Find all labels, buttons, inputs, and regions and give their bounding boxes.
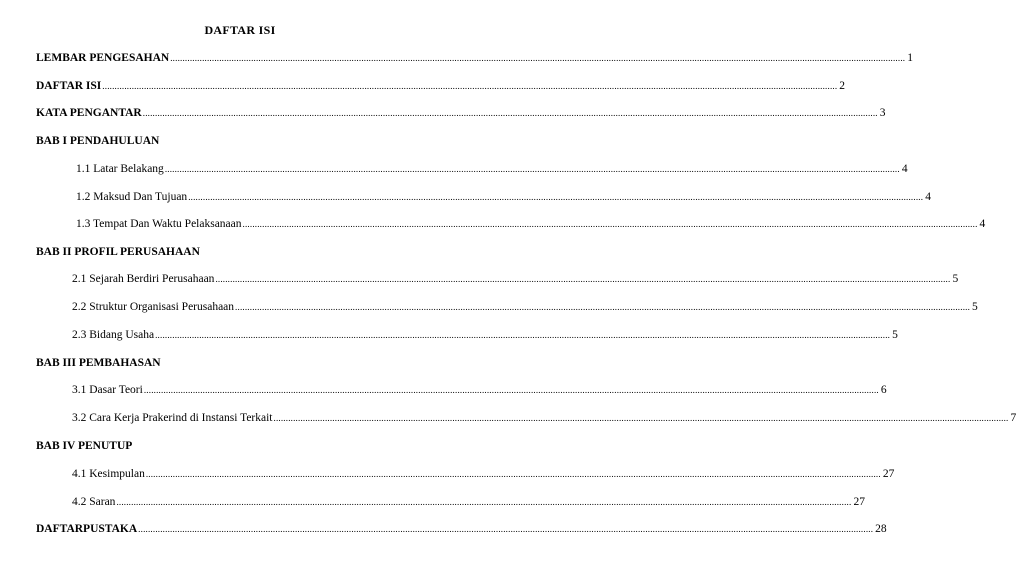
toc-entry-text: 1.3 Tempat Dan Waktu Pelaksanaan — [76, 218, 242, 230]
toc-entry-lembar-pengesahan[interactable] — [36, 52, 913, 68]
toc-entry-2-2[interactable] — [72, 301, 978, 317]
toc-page-number: 1 — [907, 52, 913, 64]
toc-page-number: 27 — [853, 496, 865, 508]
toc-entry-3-1[interactable] — [72, 384, 887, 400]
toc-heading-bab-1[interactable]: BAB I PENDAHULUAN — [36, 135, 160, 147]
toc-page-number: 27 — [882, 468, 895, 480]
toc-page-number: 4 — [901, 163, 908, 175]
toc-entry-text: 2.2 Struktur Organisasi Perusahaan — [72, 301, 235, 313]
toc-entry-text: LEMBAR PENGESAHAN — [36, 52, 170, 64]
toc-page-number: 28 — [875, 523, 887, 535]
dot-leader: ............................................................................................................................................................................................................................................................................................................ — [215, 274, 951, 284]
toc-entry-daftar-isi[interactable] — [36, 80, 846, 96]
dot-leader: ............................................................................................................................................................................................................................................................................................................ — [143, 385, 879, 395]
toc-entry-4-1[interactable] — [72, 468, 895, 484]
dot-leader: ............................................................................................................................................................................................................................................................................................................ — [188, 192, 924, 202]
dot-leader: ............................................................................................................................................................................................................................................................................................................ — [164, 164, 900, 174]
toc-page-number: 3 — [879, 107, 886, 119]
toc-page-number: 4 — [925, 191, 931, 203]
toc-page-number: 2 — [839, 80, 846, 92]
toc-entry-3-2[interactable] — [72, 412, 1016, 428]
dot-leader: ............................................................................................................................................................................................................................................................................................................ — [242, 219, 978, 229]
toc-page-number: 4 — [979, 218, 986, 230]
dot-leader: ............................................................................................................................................................................................................................................................................................................ — [102, 81, 838, 91]
toc-entry-text: 2.1 Sejarah Berdiri Perusahaan — [72, 273, 215, 285]
dot-leader: ............................................................................................................................................................................................................................................................................................................ — [145, 469, 881, 479]
toc-entry-text: 1.2 Maksud Dan Tujuan — [76, 191, 188, 203]
toc-entry-text: 2.3 Bidang Usaha — [72, 329, 155, 341]
dot-leader: ............................................................................................................................................................................................................................................................................................................ — [273, 413, 1009, 423]
toc-entry-text: KATA PENGANTAR — [36, 107, 142, 119]
toc-entry-2-3[interactable] — [72, 329, 898, 345]
dot-leader: ............................................................................................................................................................................................................................................................................................................ — [142, 108, 878, 118]
toc-entry-text: 3.1 Dasar Teori — [72, 384, 143, 396]
toc-entry-text: 4.1 Kesimpulan — [72, 468, 145, 480]
toc-heading-bab-4[interactable]: BAB IV PENUTUP — [36, 440, 133, 452]
dot-leader: ............................................................................................................................................................................................................................................................................................................ — [116, 497, 852, 507]
toc-entry-4-2[interactable] — [72, 496, 865, 512]
toc-page-number: 7 — [1010, 412, 1016, 424]
toc-page-number: 5 — [892, 329, 898, 341]
toc-entry-text: DAFTARPUSTAKA — [36, 523, 138, 535]
toc-heading-bab-3[interactable]: BAB III PEMBAHASAN — [36, 357, 161, 369]
dot-leader: ............................................................................................................................................................................................................................................................................................................ — [155, 330, 891, 340]
toc-page-number: 5 — [952, 273, 959, 285]
toc-entry-text: DAFTAR ISI — [36, 80, 102, 92]
toc-page-number: 6 — [880, 384, 887, 396]
toc-entry-text: 3.2 Cara Kerja Prakerind di Instansi Terkait — [72, 412, 273, 424]
toc-entry-kata-pengantar[interactable] — [36, 107, 886, 123]
toc-entry-1-1[interactable] — [76, 163, 908, 179]
dot-leader: ............................................................................................................................................................................................................................................................................................................ — [170, 53, 906, 63]
dot-leader: ............................................................................................................................................................................................................................................................................................................ — [138, 524, 874, 534]
toc-heading-bab-2[interactable]: BAB II PROFIL PERUSAHAAN — [36, 246, 200, 258]
toc-entry-2-1[interactable] — [72, 273, 959, 289]
toc-entry-daftar-pustaka[interactable] — [36, 523, 887, 539]
toc-entry-text: 1.1 Latar Belakang — [76, 163, 164, 175]
toc-entry-text: 4.2 Saran — [72, 496, 116, 508]
toc-page-number: 5 — [972, 301, 978, 313]
dot-leader: ............................................................................................................................................................................................................................................................................................................ — [235, 302, 971, 312]
page-title: DAFTAR ISI — [204, 23, 276, 37]
toc-entry-1-3[interactable] — [76, 218, 986, 234]
toc-entry-1-2[interactable] — [76, 191, 931, 207]
